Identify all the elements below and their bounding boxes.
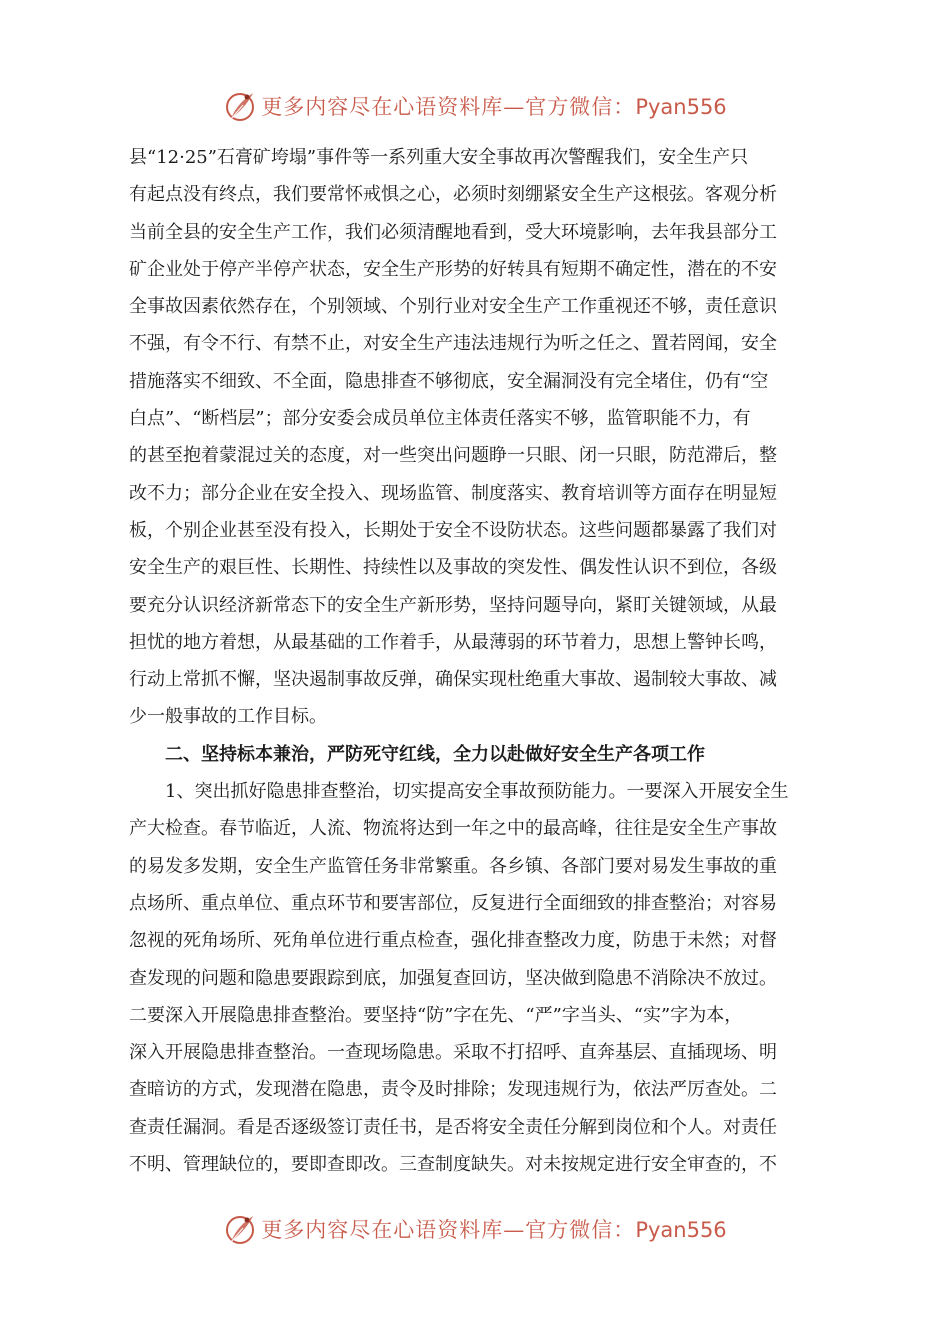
wechat-id: Pyan556 [635,95,727,119]
text-line: 安全生产的艰巨性、长期性、持续性以及事故的突发性、偶发性认识不到位，各级 [129,557,777,579]
text-line: 担忧的地方着想，从最基础的工作着手，从最薄弱的环节着力，思想上警钟长鸣， [129,631,777,653]
text-line: 的易发多发期，安全生产监管任务非常繁重。各乡镇、各部门要对易发生事故的重 [129,855,777,877]
text-line: 改不力；部分企业在安全投入、现场监管、制度落实、教育培训等方面存在明显短 [129,482,777,504]
text-line: 行动上常抓不懈，坚决遏制事故反弹，确保实现杜绝重大事故、遏制较大事故、减 [129,669,777,691]
text-line: 深入开展隐患排查整治。一查现场隐患。采取不打招呼、直奔基层、直插现场、明 [129,1042,777,1064]
text-line: 有起点没有终点，我们要常怀戒惧之心，必须时刻绷紧安全生产这根弦。客观分析 [129,184,777,206]
text-line: 板，个别企业甚至没有投入，长期处于安全不设防状态。这些问题都暴露了我们对 [129,519,777,541]
text-line: 产大检查。春节临近，人流、物流将达到一年之中的最高峰，往往是安全生产事故 [129,818,777,840]
text-line: 二要深入开展隐患排查整治。要坚持“防”字在先、“严”字当头、“实”字为本， [129,1004,743,1026]
feather-pen-icon [223,1212,257,1246]
text-line: 要充分认识经济新常态下的安全生产新形势，坚持问题导向，紧盯关键领域，从最 [129,594,777,616]
text-line: 县“12·25”石膏矿垮塌”事件等一系列重大安全事故再次警醒我们，安全生产只 [129,147,749,168]
text-line: 不强，有令不行、有禁不止，对安全生产违法违规行为听之任之、置若罔闻，安全 [129,333,777,355]
section-heading: 二、坚持标本兼治，严防死守红线，全力以赴做好安全生产各项工作 [165,743,705,765]
text-line: 查暗访的方式，发现潜在隐患，责令及时排除；发现违规行为，依法严厉查处。二 [129,1079,777,1101]
text-line: 的甚至抱着蒙混过关的态度，对一些突出问题睁一只眼、闭一只眼，防范滞后，整 [129,445,777,467]
text-line: 当前全县的安全生产工作，我们必须清醒地看到，受大环境影响，去年我县部分工 [129,221,777,243]
banner-text: 更多内容尽在心语资料库—官方微信：Pyan556 [261,95,727,119]
footer-banner [0,1209,950,1249]
text-line: 全事故因素依然存在，个别领域、个别行业对安全生产工作重视还不够，责任意识 [129,296,777,318]
text-line: 忽视的死角场所、死角单位进行重点检查，强化排查整改力度，防患于未然；对督 [129,930,777,952]
text-line: 白点”、“断档层”；部分安委会成员单位主体责任落实不够，监管职能不力，有 [129,408,751,430]
text-line: 措施落实不细致、不全面，隐患排查不够彻底，安全漏洞没有完全堵住，仍有“空 [129,370,769,392]
header-banner [0,86,950,126]
text-line: 查责任漏洞。看是否逐级签订责任书，是否将安全责任分解到岗位和个人。对责任 [129,1116,777,1138]
text-line: 点场所、重点单位、重点环节和要害部位，反复进行全面细致的排查整治；对容易 [129,892,777,914]
document-body [129,139,831,1183]
text-line: 不明、管理缺位的，要即查即改。三查制度缺失。对未按规定进行安全审查的，不 [129,1154,777,1176]
banner-text: 更多内容尽在心语资料库—官方微信：Pyan556 [261,1218,727,1242]
text-line: 1、突出抓好隐患排查整治，切实提高安全事故预防能力。一要深入开展安全生 [165,781,789,803]
wechat-id: Pyan556 [635,1218,727,1242]
text-line: 少一般事故的工作目标。 [129,706,327,728]
text-line: 矿企业处于停产半停产状态，安全生产形势的好转具有短期不确定性，潜在的不安 [129,258,777,280]
text-line: 查发现的问题和隐患要跟踪到底，加强复查回访，坚决做到隐患不消除决不放过。 [129,967,777,989]
feather-pen-icon [223,89,257,123]
